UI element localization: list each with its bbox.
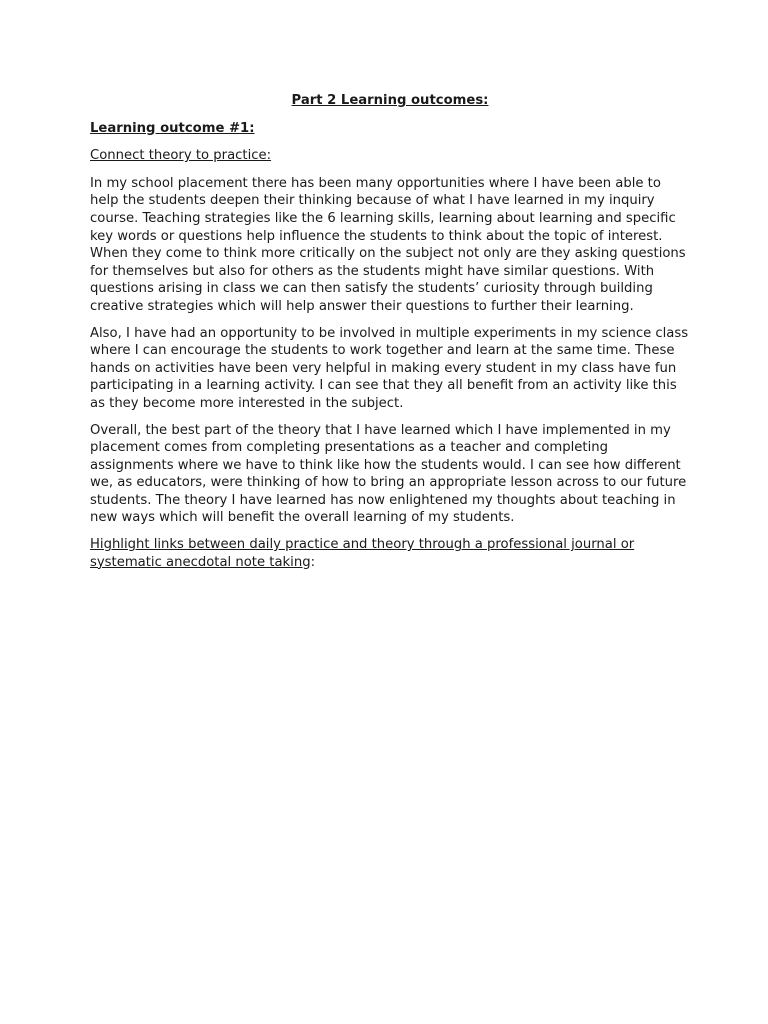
learning-outcome-heading: Learning outcome #1: [90, 120, 255, 136]
body-paragraph-2: Also, I have had an opportunity to be involved in multiple experiments in my science class where I can encourage the students to work together and learn at the same time. These hands on activities have been very helpful in making every student in my class have fun participating in a learning activity. I can see that they all benefit from an activity like this as they become more interested in the subject. [90, 325, 689, 411]
highlight-heading [90, 536, 690, 571]
body-paragraph-3: Overall, the best part of the theory that I have learned which I have implemented in my placement comes from completing presentations as a teacher and completing assignments where we have to think like how the students would. I can see how different we, as educators, were thinking of how to bring an appropriate lesson across to our future students. The theory I have learned has now enlightened my thoughts about teaching in new ways which will benefit the overall learning of my students. [90, 422, 687, 526]
highlight-heading-line-1: Highlight links between daily practice and theory through a professional journal or [90, 537, 635, 553]
highlight-heading-line-2: systematic anecdotal note taking [90, 554, 311, 570]
document-page [90, 92, 690, 571]
body-paragraph-1: In my school placement there has been many opportunities where I have been able to help the students deepen their thinking because of what I have learned in my inquiry course. Teaching strategies like the 6 learning skills, learning about learning and specific key words or questions help influence the students to think about the topic of interest. When they come to think more critically on the subject not only are they asking questions for themselves but also for others as the students might have similar questions. With questions arising in class we can then satisfy the students’ curiosity through building creative strategies which will help answer their questions to further their learning. [90, 175, 686, 314]
document-title: Part 2 Learning outcomes: [291, 93, 489, 108]
highlight-heading-colon: : [310, 554, 316, 570]
section-subheading: Connect theory to practice: [90, 148, 272, 164]
